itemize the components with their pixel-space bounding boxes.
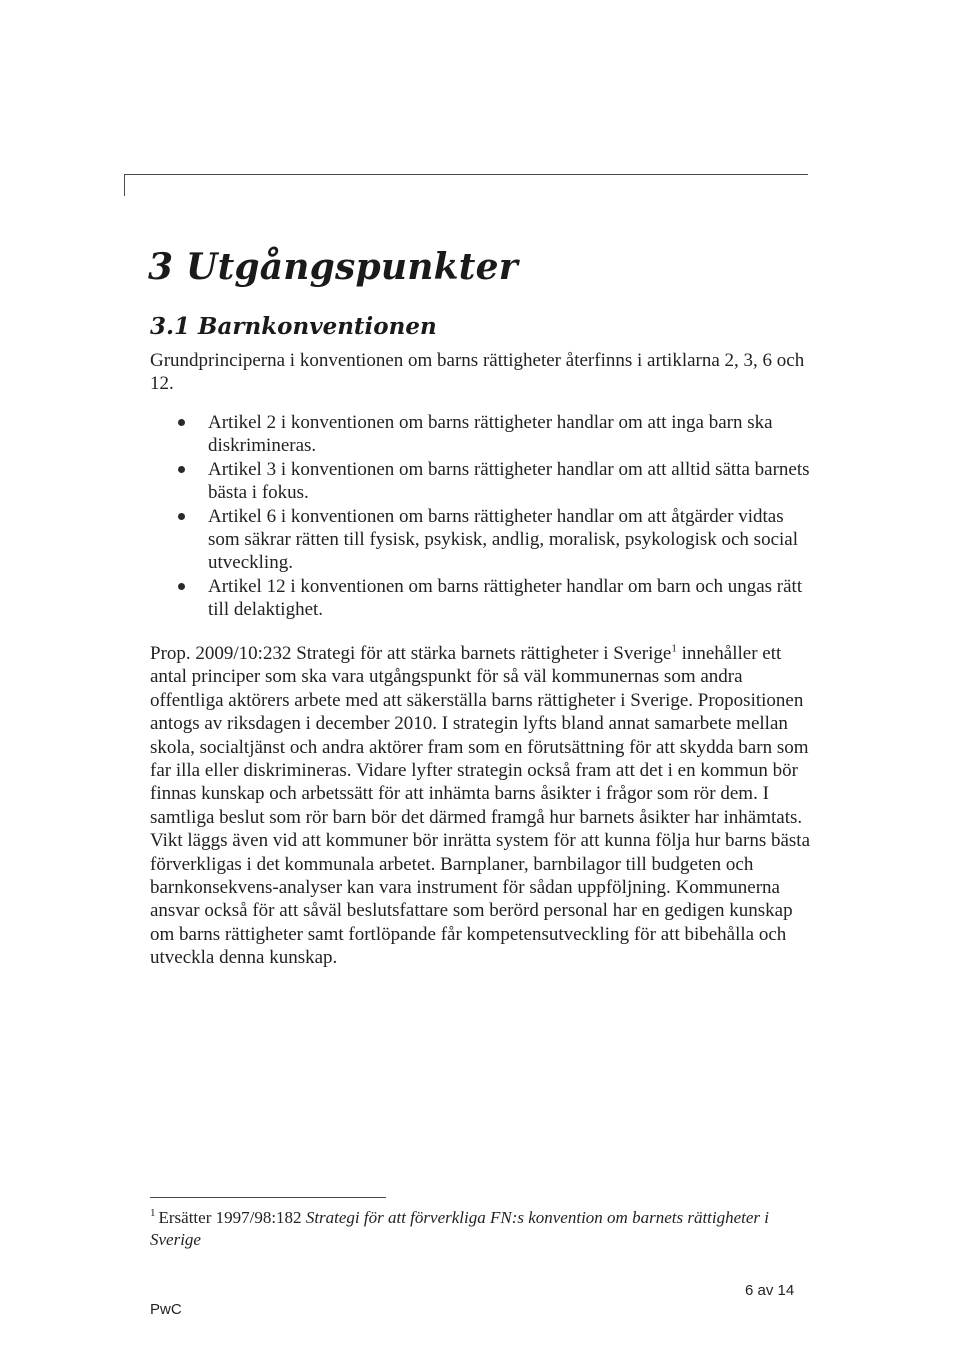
body-text-rest: innehåller ett antal principer som ska vara utgångspunkt för så väl kommunernas som andra offentliga aktörers arbete med att säkerställa barns rättigheter i Sverige. Propositionen antogs av riksdagen i december 2010. I strategin lyfts bland annat samarbete mellan skola, socialtjänst och andra aktörer fram som en förutsättning för att skydda barn som far illa eller diskrimineras. Vidare lyfter strategin också fram att det i en kommun bör finnas kunskap och arbetssätt för att inhämta barns åsikter i frågor som rör dem. I samtliga beslut som rör barn bör det därmed framgå hur barnets åsikter har inhämtats. Vikt läggs även vid att kommuner bör inrätta system för att kunna följa hur barns bästa förverkligas i det kommunala arbetet. Barnplaner, barnbilagor till budgeten och barnkonsekvens-analyser kan vara instrument för sådan uppföljning. Kommunerna ansvar också för att såväl beslutsfattare som berörd personal har en gedigen kunskap om barns rättigheter samt fortlöpande får kompetensutveckling för att bibehålla och utveckla denna kunskap. (150, 643, 810, 969)
list-item-text: Artikel 3 i konventionen om barns rättigheter handlar om att alltid sätta barnets bästa i fokus. (208, 458, 810, 504)
footnote-rule (150, 1197, 386, 1198)
chapter-title: 3 Utgångspunkter (148, 246, 518, 288)
footnote-text: Ersätter 1997/98:182 (158, 1208, 306, 1227)
bullet-icon (178, 419, 185, 426)
list-item (178, 575, 814, 622)
bullet-icon (178, 583, 185, 590)
footnote-reference[interactable]: 1 (671, 642, 677, 655)
page-number: 6 av 14 (745, 1282, 795, 1299)
body-text-start: Prop. 2009/10:232 Strategi för att stärka barnets rättigheter i Sverige (150, 643, 672, 664)
list-item (178, 505, 814, 575)
articles-list (178, 411, 814, 622)
list-item (178, 458, 814, 505)
bullet-icon (178, 513, 185, 520)
bullet-icon (178, 466, 185, 473)
body-paragraph (150, 642, 815, 970)
list-item-text: Artikel 6 i konventionen om barns rättigheter handlar om att åtgärder vidtas som säkrar rätten till fysisk, psykisk, andlig, moralisk, psykologisk och social utveckling. (208, 505, 798, 574)
section-title: 3.1 Barnkonventionen (150, 313, 437, 340)
footnote (150, 1207, 815, 1251)
footnote-title: Strategi för att förverkliga FN:s konvention om barnets rättigheter i Sverige (150, 1208, 770, 1249)
intro-paragraph: Grundprinciperna i konventionen om barns rättigheter återfinns i artiklarna 2, 3, 6 och 12. (150, 350, 805, 395)
list-item-text: Artikel 12 i konventionen om barns rättigheter handlar om barn och ungas rätt till delaktighet. (208, 575, 803, 621)
list-item (178, 411, 814, 458)
header-rule-corner (124, 174, 125, 196)
list-item-text: Artikel 2 i konventionen om barns rättigheter handlar om att inga barn ska diskrimineras. (208, 412, 773, 457)
company-name: PwC (150, 1301, 182, 1318)
footnote-mark: 1 (150, 1207, 156, 1220)
header-rule (124, 174, 808, 175)
